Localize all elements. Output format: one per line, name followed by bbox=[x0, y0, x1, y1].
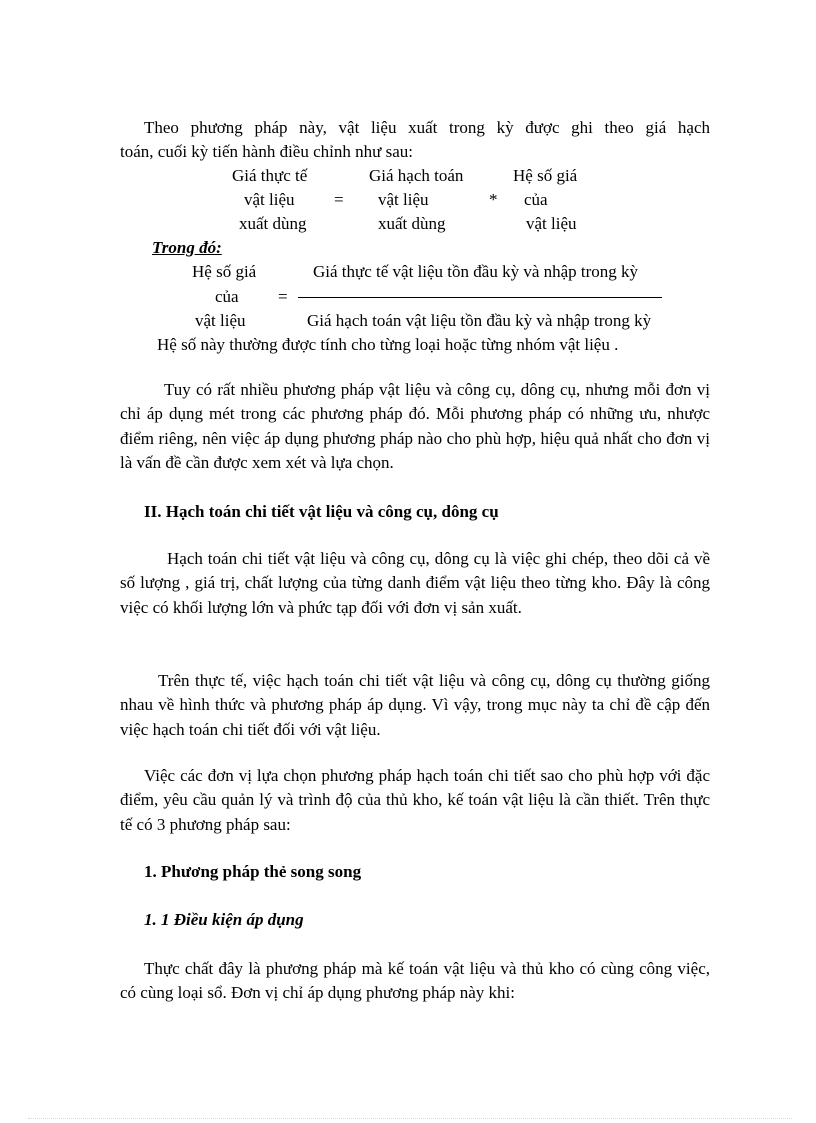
subsection-1-1-heading: 1. 1 Điều kiện áp dụng bbox=[144, 910, 304, 929]
formula1-col1-line1: Giá thực tế bbox=[232, 166, 308, 185]
formula2-lhs-line3: vật liệu bbox=[195, 311, 246, 330]
paragraph-choice: Việc các đơn vị lựa chọn phương pháp hạch toán chi tiết sao cho phù hợp với đặc điểm, yêu cầu quản lý và trình độ của thủ kho, kế toán vật liệu là cần thiết. Trên thực tế có 3 phương pháp sau: bbox=[120, 766, 710, 834]
formula2-lhs-line2: của bbox=[215, 287, 239, 306]
paragraph-practice: Trên thực tế, việc hạch toán chi tiết vật liệu và công cụ, dông cụ thường giống nhau về hình thức và phương pháp áp dụng. Vì vậy, trong mục này ta chỉ đề cập đến việc hạch toán chi tiết đối với vật liệu. bbox=[120, 671, 710, 739]
formula1-col2-line2: vật liệu bbox=[378, 190, 429, 209]
formula1-equals: = bbox=[334, 190, 344, 209]
paragraph-methods: Tuy có rất nhiều phương pháp vật liệu và công cụ, dông cụ, nhưng mỗi đơn vị chỉ áp dụng mét trong các phương pháp đó. Mỗi phương pháp có những ưu, nhược điểm riêng, nên việc áp dụng phương pháp nào cho phù hợp, hiệu quả nhất cho đơn vị là vấn đề cần được xem xét và lựa chọn. bbox=[120, 380, 710, 472]
paragraph-essence: Thực chất đây là phương pháp mà kế toán vật liệu và thủ kho có cùng công việc, có cùng loại sổ. Đơn vị chỉ áp dụng phương pháp này khi: bbox=[120, 959, 710, 1003]
section-2-heading: II. Hạch toán chi tiết vật liệu và công cụ, dông cụ bbox=[144, 502, 499, 521]
formula2-denominator: Giá hạch toán vật liệu tồn đầu kỳ và nhập trong kỳ bbox=[307, 311, 652, 330]
formula1-col2-line1: Giá hạch toán bbox=[369, 166, 464, 185]
formula1-col1-line3: xuất dùng bbox=[239, 214, 307, 233]
formula1-col3-line2: của bbox=[524, 190, 548, 209]
subsection-1-heading: 1. Phương pháp thẻ song song bbox=[144, 862, 362, 881]
paragraph-detail: Hạch toán chi tiết vật liệu và công cụ, dông cụ là việc ghi chép, theo dõi cả về số lượng , giá trị, chất lượng của từng danh điểm vật liệu theo từng kho. Đây là công việc có khối lượng lớn và phức tạp đối với đơn vị sản xuất. bbox=[120, 549, 710, 617]
formula1-times: * bbox=[489, 190, 498, 209]
coefficient-note: Hệ số này thường được tính cho từng loại hoặc từng nhóm vật liệu . bbox=[157, 335, 619, 354]
fraction-bar bbox=[298, 297, 662, 298]
intro-line-1: Theo phương pháp này, vật liệu xuất trong kỳ được ghi theo giá hạch bbox=[144, 118, 710, 137]
formula2-numerator: Giá thực tế vật liệu tồn đầu kỳ và nhập trong kỳ bbox=[313, 262, 639, 281]
formula1-col1-line2: vật liệu bbox=[244, 190, 295, 209]
formula1-col3-line3: vật liệu bbox=[526, 214, 577, 233]
where-label: Trong đó: bbox=[152, 238, 222, 257]
formula2-lhs-line1: Hệ số giá bbox=[192, 262, 257, 281]
formula1-col2-line3: xuất dùng bbox=[378, 214, 446, 233]
formula1-col3-line1: Hệ số giá bbox=[513, 166, 578, 185]
intro-line-2: toán, cuối kỳ tiến hành điều chỉnh như sau: bbox=[120, 142, 413, 161]
formula2-equals: = bbox=[278, 287, 288, 306]
page-bottom-divider bbox=[28, 1118, 792, 1119]
